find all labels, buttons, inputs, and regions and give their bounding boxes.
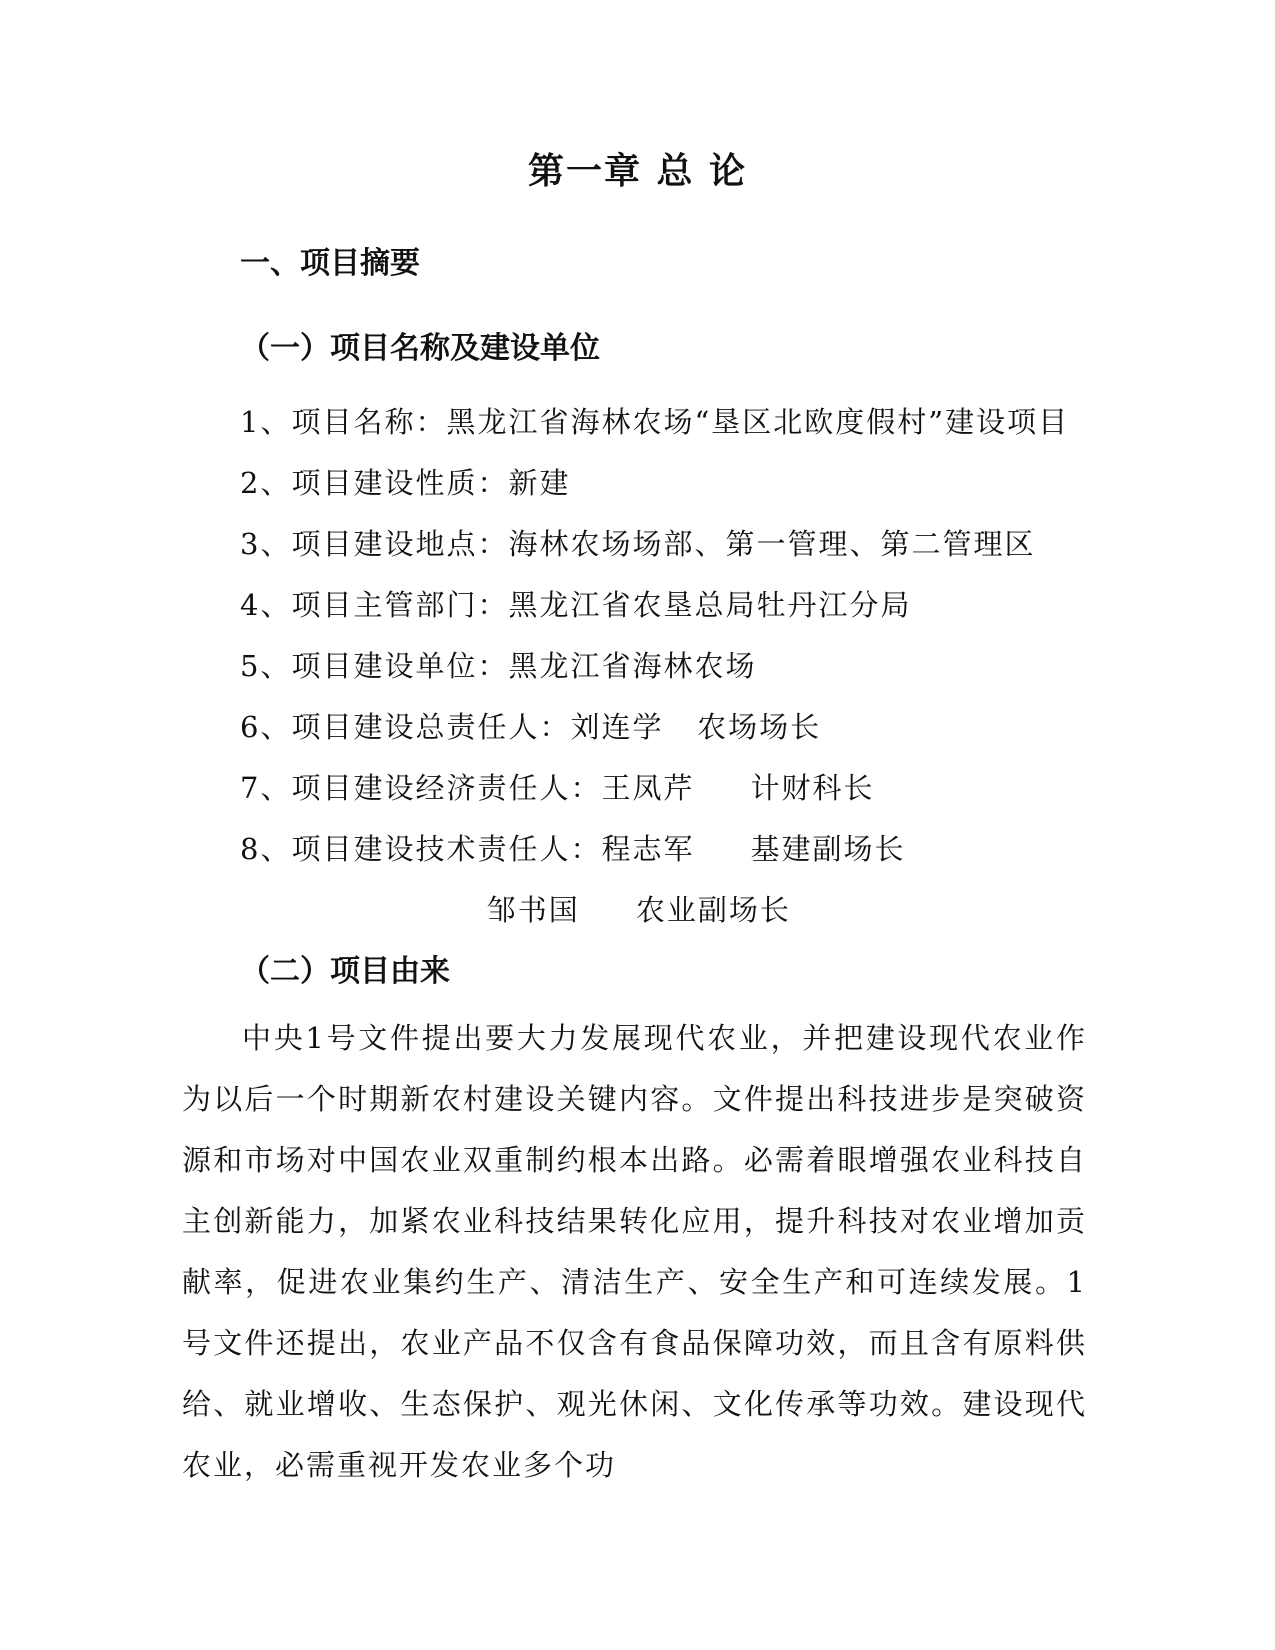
section-heading: 一、项目摘要: [240, 246, 420, 281]
chapter-title: 第一章 总 论: [527, 151, 748, 192]
info-item-project-name: 1、项目名称：黑龙江省海林农场“垦区北欧度假村”建设项目: [240, 405, 1070, 439]
info-item-supervising-department: 4、项目主管部门：黑龙江省农垦总局牡丹江分局: [240, 588, 912, 622]
info-item-construction-unit: 5、项目建设单位：黑龙江省海林农场: [240, 649, 757, 683]
info-item-project-nature: 2、项目建设性质：新建: [240, 466, 571, 500]
origin-paragraph: 中央1号文件提出要大力发展现代农业，并把建设现代农业作为以后一个时期新农村建设关键内容。文件提出科技进步是突破资源和市场对中国农业双重制约根本出路。必需着眼增强农业科技自主创新能力，加紧农业科技结果转化应用，提升科技对农业增加贡献率，促进农业集约生产、清洁生产、安全生产和可连续发展。1号文件还提出，农业产品不仅含有食品保障功效，而且含有原料供给、就业增收、生态保护、观光休闲、文化传承等功效。建设现代农业，必需重视开发农业多个功: [182, 1021, 1087, 1482]
info-item-economic-responsible: 7、项目建设经济责任人：王凤芹 计财科长: [240, 771, 875, 805]
subsection-heading-origin: （二）项目由来: [240, 954, 450, 989]
info-item-technical-responsible: 8、项目建设技术责任人：程志军 基建副场长: [240, 832, 906, 866]
info-item-technical-responsible-2: 邹书国 农业副场长: [240, 893, 791, 927]
info-item-project-location: 3、项目建设地点：海林农场场部、第一管理、第二管理区: [240, 527, 1036, 561]
subsection-heading-name-and-unit: （一）项目名称及建设单位: [240, 331, 600, 366]
info-item-general-responsible: 6、项目建设总责任人：刘连学 农场场长: [240, 710, 822, 744]
